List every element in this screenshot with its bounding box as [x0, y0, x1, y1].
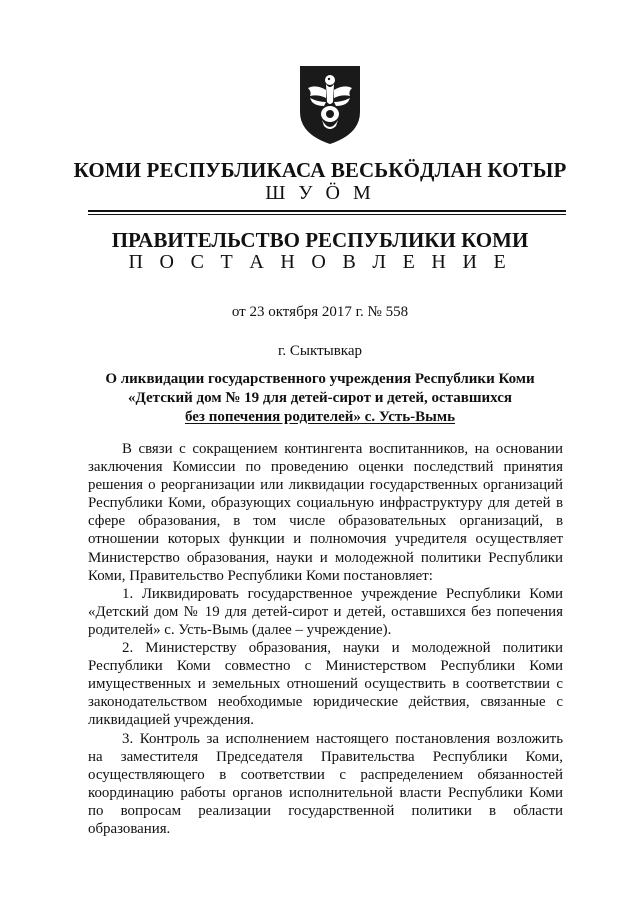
coat-of-arms-icon — [296, 62, 364, 146]
header-government-title: ПРАВИТЕЛЬСТВО РЕСПУБЛИКИ КОМИ — [111, 228, 529, 252]
header-divider-thin — [88, 214, 566, 215]
header-komi-doc-type: Ш У Ӧ М — [265, 182, 375, 204]
resolution-item-2: 2. Министерству образования, науки и молодежной политики Республики Коми совместно с Министерством Республики Коми имущественных и земельных отношений осуществить в соответствии с законодательством необходимые юридические действия, связанные с ликвидацией учреждения. — [88, 640, 563, 729]
resolution-item-3: 3. Контроль за исполнением настоящего постановления возложить на заместителя Председателя Правительства Республики Коми, осуществляющего в соответствии с распределением обязанностей координацию работы органов исполнительной власти Республики Коми по вопросам реализации государственной политики в области образования. — [88, 730, 563, 837]
document-title-line1: О ликвидации государственного учреждения Республики Коми — [105, 371, 535, 387]
header-divider — [88, 210, 566, 212]
document-title-line3-text: без попечения родителей» с. Усть-Вымь — [184, 409, 456, 425]
header-komi-title: КОМИ РЕСПУБЛИКАСА ВЕСЬКӦДЛАН КОТЫР — [73, 158, 567, 182]
document-date-number: от 23 октября 2017 г. № 558 — [231, 304, 409, 320]
resolution-item-1: 1. Ликвидировать государственное учреждение Республики Коми «Детский дом № 19 для детей-сирот и детей, оставшихся без попечения родителей» с. Усть-Вымь (далее – учреждение). — [88, 585, 563, 638]
preamble-paragraph: В связи с сокращением контингента воспитанников, на основании заключения Комиссии по проведению оценки последствий принятия решения о реорганизации или ликвидации государственных организаций Республики Коми, образующих социальную инфраструктуру для детей в сфере образования, в том числе образовательных организаций, в отношении которых функции и полномочия учредителя осуществляет Министерство образования, науки и молодежной политики Республики Коми, Правительство Республики Коми постановляет: — [88, 441, 563, 584]
document-title-line2: «Детский дом № 19 для детей-сирот и детей, оставшихся — [128, 390, 512, 406]
document-body — [88, 440, 563, 838]
document-title-line3 — [0, 409, 640, 426]
document-city: г. Сыктывкар — [277, 343, 363, 359]
header-document-type: П О С Т А Н О В Л Е Н И Е — [128, 251, 512, 273]
